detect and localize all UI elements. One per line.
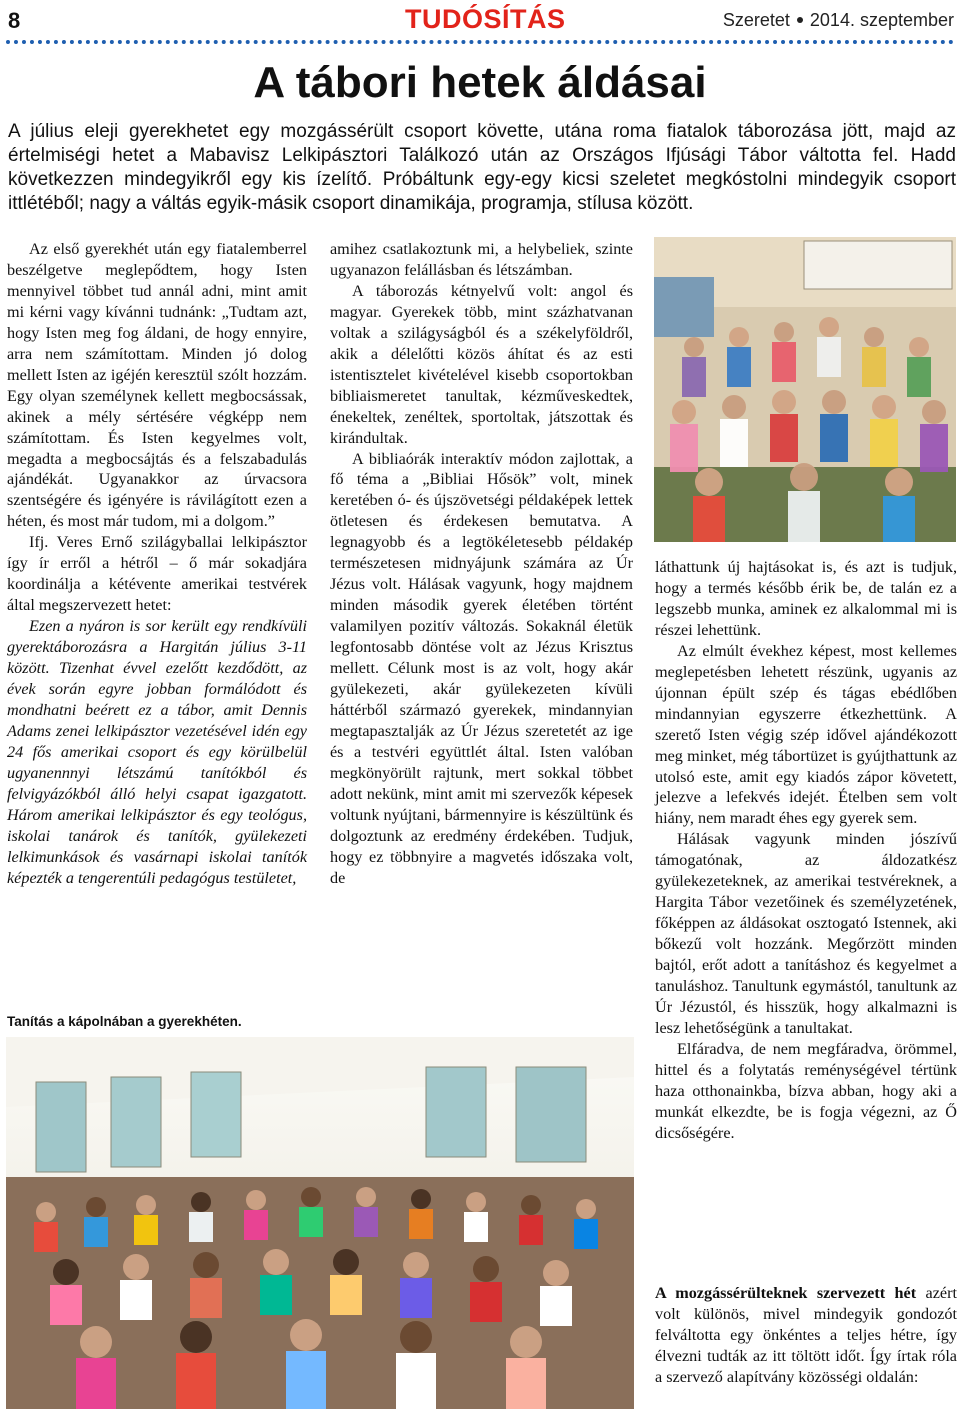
magazine-name: Szeretet: [722, 10, 790, 30]
paragraph: Hálásak vagyunk minden jószívű támogatónak, az áldozatkész gyülekezeteknek, az amerikai testvéreknek, a Hargita Tábor vezetőinek és személyzetének, főképpen az áldásokat osztogató Istennek, aki bőkezű volt hozzánk. Megőrzött minden bajtól, erőt adott a tanításhoz és kegyelmet a tanuláshoz. Tanultunk egymástól, tanultunk az Úr Jézustól, és hisszük, hogy alkalmazni is lesz lehetőségünk a tanultakat.: [655, 830, 957, 1037]
article-lead: A július eleji gyerekhetet egy mozgássérült csoport követte, utána roma fiatalok táborozása jött, majd az értelmiségi hetet a Mabavisz Lelkipásztori Találkozó után az Országos Ifjúsági Tábor váltotta fel. Hadd következzen mindegyikről egy kis ízelítő. Próbáltunk egy-egy kicsi szeletet megkóstolni mindegyik csoport ittlétéből; nagy a váltás egyik-másik csoport dinamikája, programja, stílusa között.: [8, 121, 956, 214]
bullet-dot-icon: [797, 17, 803, 23]
column-1: [7, 239, 307, 889]
paragraph: A bibliaórák interaktív módon zajlottak, a fő téma a „Bibliai Hősök” volt, minek keretében ó- és újszövetségi példaképek lettek ötletesen és érdekesen bemutatva. A legnagyobb és a legtökéletesebb példakép természetesen midnyájunk számára az Úr Jézus volt. Hálásak vagyunk, hogy majdnem minden második gyerek életében történt valamilyen pozitív változás. Sokaknál életük legfontosabb döntése volt az Jézus Krisztus mellett. Célunk most is az volt, hogy akár gyülekezeti, akár gyülekezeten kívüli háttérből származó gyerekek, mindannyian megtapasztalják az Úr Jézus szeretetét az ige és a testvéri együttlét által. Isten valóban megkönyörült rajtunk, mert sokkal többet adott nekünk, mint amit mi szervezők képesek voltunk nyújtani, bármennyire is készültünk és dolgoztunk az eredmény érdekében. Tudjuk, hogy ez többnyire a magvetés időszaka volt, de: [330, 449, 634, 887]
column-3: [655, 557, 957, 1144]
paragraph: láthattunk új hajtásokat is, és azt is tudjuk, hogy a termés később érik be, de talán ez a legszebb munka, aminek ez alkalommal mi is részei lehettünk.: [655, 558, 957, 639]
paragraph-quote: Ezen a nyáron is sor került egy rendkívüli gyerektáborozásra a Hargitán július 3-11 között. Tizenhat évvel ezelőtt kezdődött, az évek során egyre jobban formálódott és mondhatni beérett ez a tábor, amit Dennis Adams zenei lelkipásztor vezetésével idén egy 24 fős amerikai csoport és egy körülbelül ugyanennnyi létszámú tanítókból és felvigyázókból álló helyi csapat igazgatott. Három amerikai lelkipásztor és egy teológus, iskolai tanárok és tanítók, gyülekezeti lelkimunkások és vasárnapi iskolai tanítók képezték a tengerentúli pedagógus testületet,: [7, 617, 307, 887]
issue-info: [723, 10, 954, 31]
photo-children-choir: [654, 237, 956, 542]
paragraph: Az elmúlt évekhez képest, most kellemes meglepetésben lehetett részünk, ugyanis az újonnan épült szép és tágas ebédlőben mindannyian egyszerre étkezhettünk. A szerető Isten végig szép idővel ajándékozott meg minket, még tábortüzet is gyújthattunk az utolsó este, amit egy kiadós zápor követett, jelezve a lefekvés idejét. Ételben sem volt hiány, nem maradt éhes egy gyerek sem.: [655, 641, 957, 828]
page-number: 8: [8, 8, 21, 33]
article-title: A tábori hetek áldásai: [253, 58, 707, 107]
paragraph: Ifj. Veres Ernő szilágyballai lelkipásztor így ír erről a hétről – ő már sokadjára koordinálja a kétévente amerikai testvérek által megszervezett hetet:: [7, 533, 307, 615]
section-label: TUDÓSÍTÁS: [405, 4, 566, 34]
photo-caption: Tanítás a kápolnában a gyerekhéten.: [7, 1014, 242, 1029]
paragraph: A táborozás kétnyelvű volt: angol és magyar. Gyerekek több, mint százhatvanan voltak a szilágyságból és a székelyföldről, akik a délelőtti közös áhítat és az esti istentisztelet kivételével kisebb csoportokban bibliaismeretet tanultak, kézműveskedtek, énekeltek, zenéltek, sportoltak, játszottak és kirándultak.: [330, 281, 633, 447]
paragraph: amihez csatlakoztunk mi, a helybeliek, szinte ugyanazon felállásban és létszámban.: [330, 240, 633, 279]
column-3-section: [655, 1283, 957, 1388]
paragraph: [655, 1283, 957, 1388]
photo-chapel-teaching: [6, 1037, 634, 1409]
issue-date: 2014. szeptember: [809, 10, 954, 30]
column-2: [330, 239, 633, 889]
header-dotted-rule: [6, 40, 954, 44]
paragraph: Elfáradva, de nem megfáradva, örömmel, hittel és a folytatás reménységével tértünk haza otthonainkba, bízva abban, hogy aki a munkát elkezdte, be is fogja végezni, az Ő dicsőségére.: [655, 1039, 957, 1142]
paragraph: Az első gyerekhét után egy fiatalemberrel beszélgetve meglepődtem, hogy Isten mennyivel többet tud annál adni, mint amit mi kérni vagy kívánni tudnánk: „Tudtam azt, hogy Isten meg fog áldani, de hogy ennyire, arra nem számítottam. Minden jó dolog mellett Isten az igéjén keresztül szólt hozzám. Egy olyan személynek kellett megbocsássak, akinek a mély sértésére végképp nem számítottam. És Isten kegyelmes volt, megadta a megbocsájtás és a felszabadulás ajándékát. Ugyanakkor az úrvacsora szentségére és igényére is rávilágított ezen a héten, és most már tudom, mi a dolgom.”: [7, 240, 307, 531]
paragraph-text: azért volt különös, mivel mindegyik gondozót felváltotta egy önkéntes a teljes hétre, így élvezni tudták az itt töltött időt. Így írtak róla a szervező alapítvány közösségi oldalán:: [655, 1284, 957, 1386]
subheading-bold: A mozgássérülteknek szervezett hét: [655, 1284, 917, 1302]
